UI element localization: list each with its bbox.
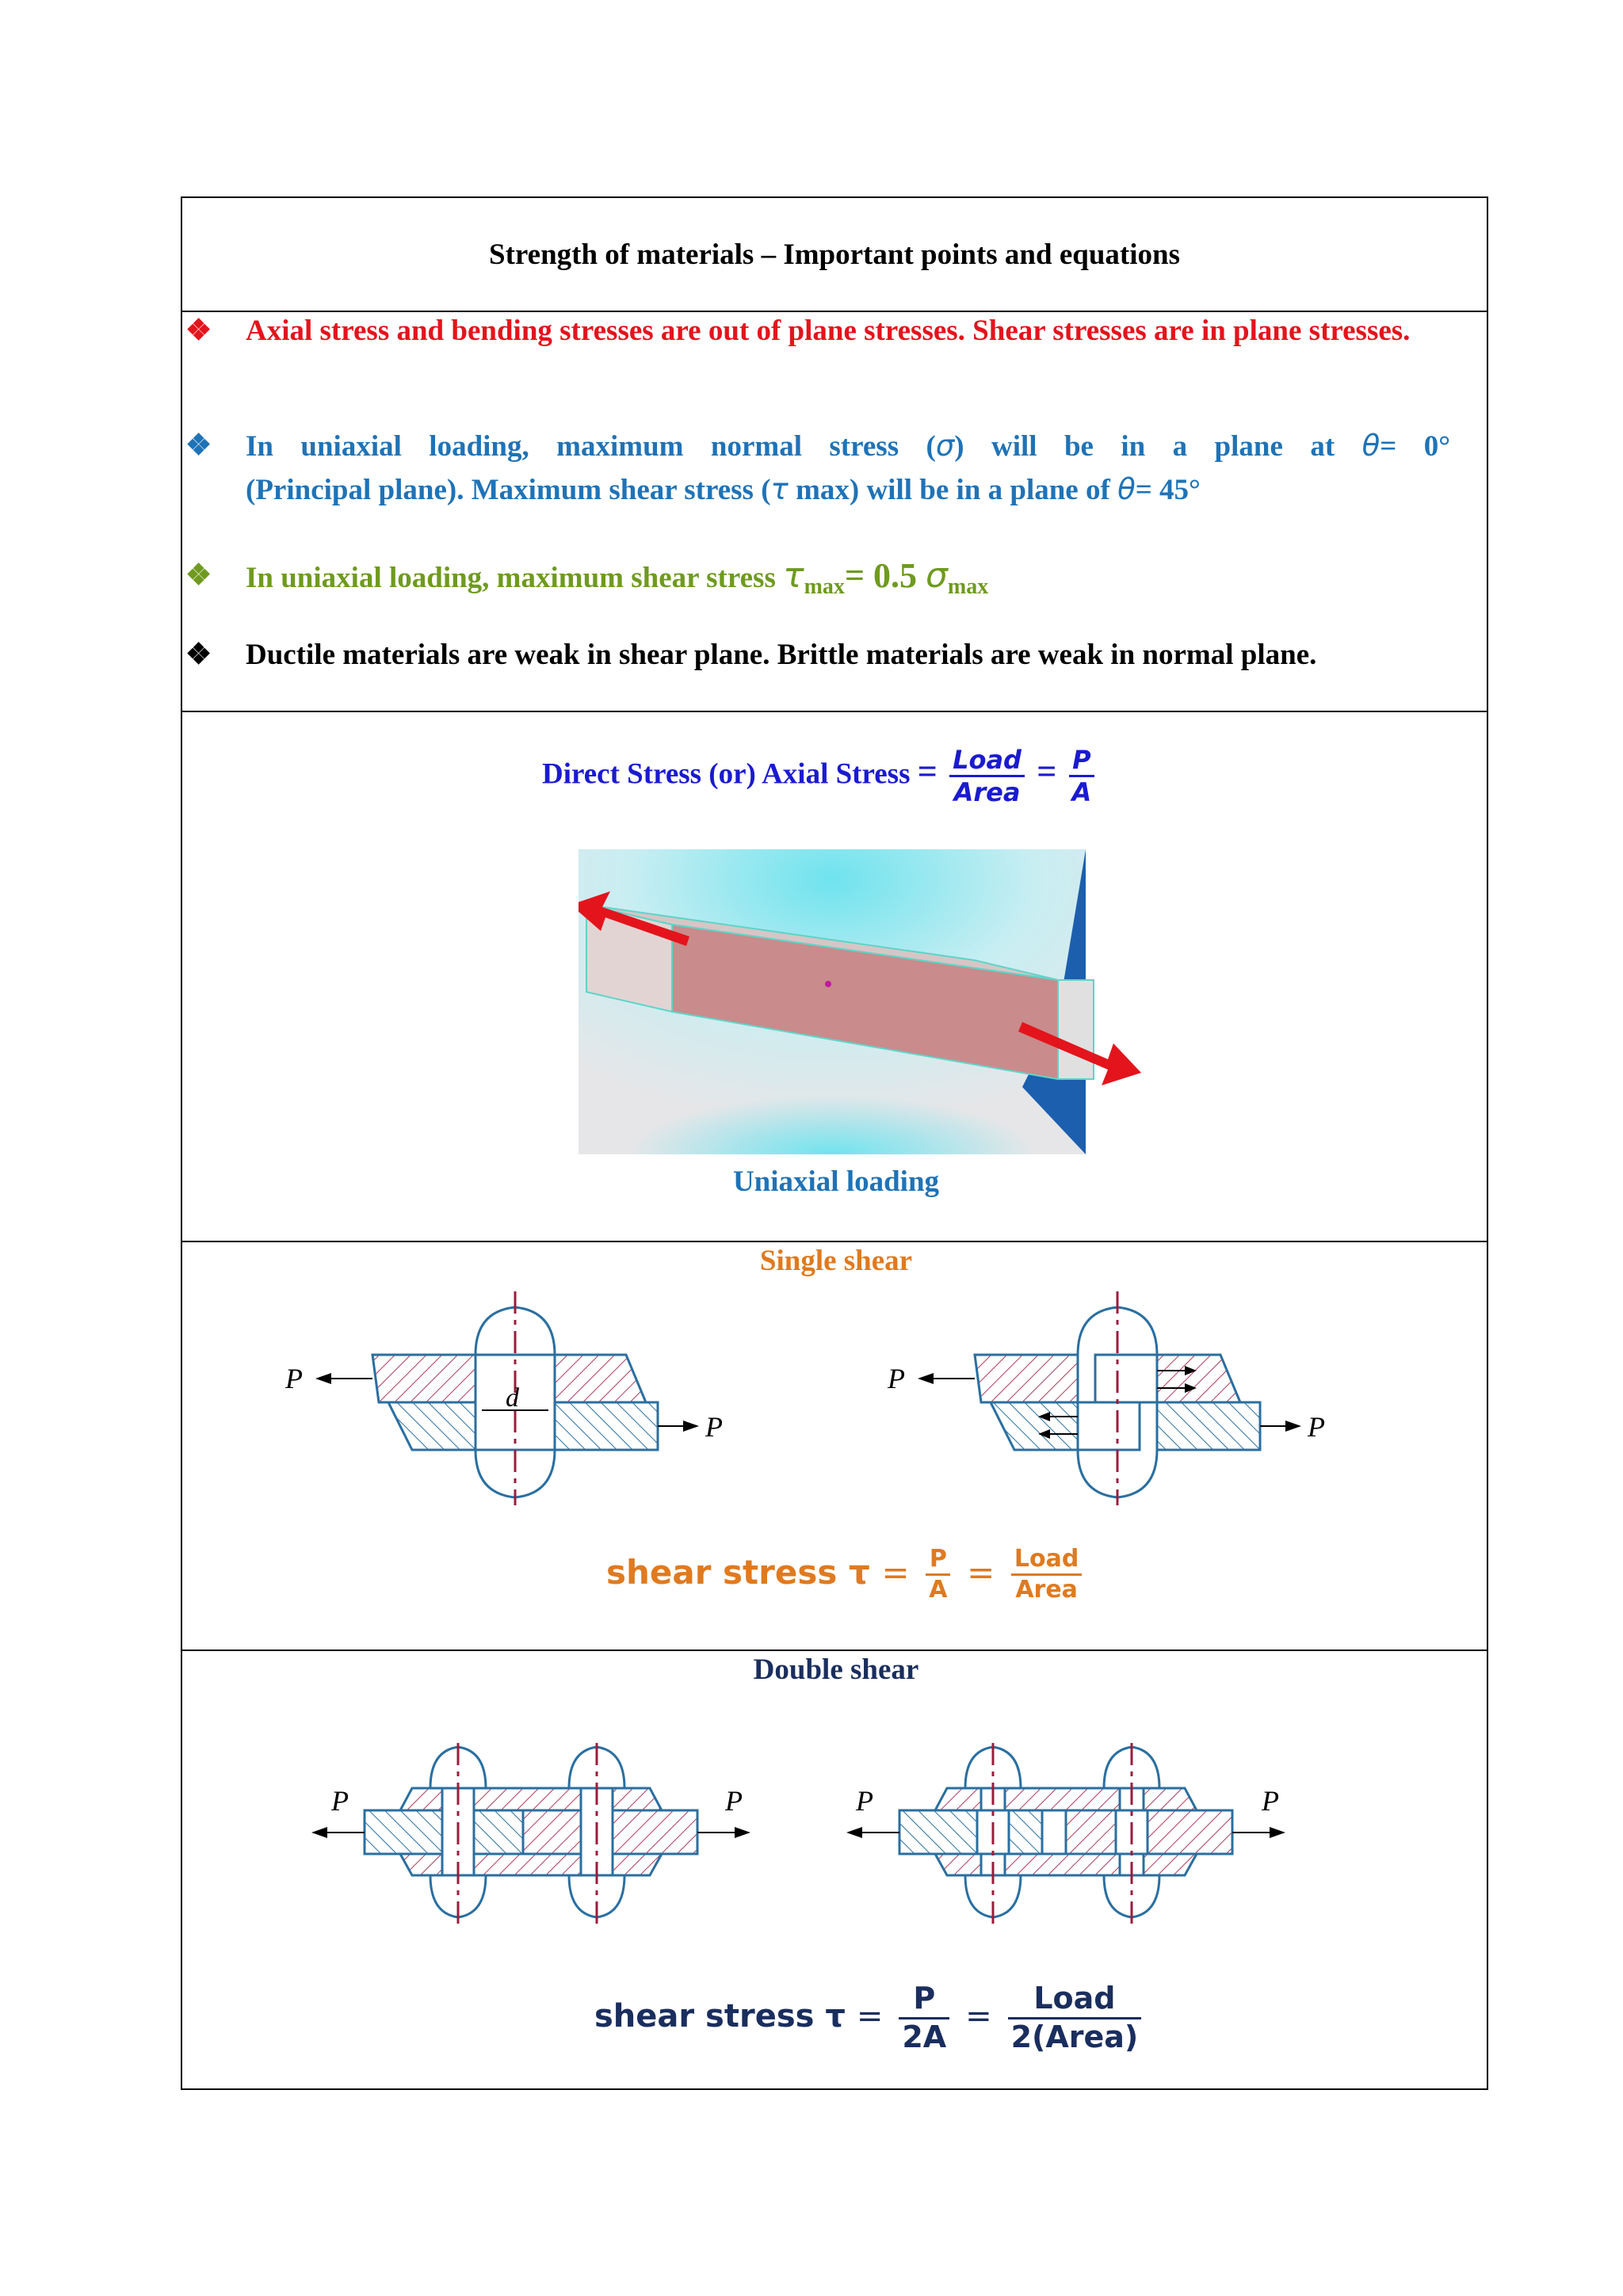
point-4: [185, 635, 1450, 674]
tau-symbol: τ: [783, 555, 804, 596]
equals-sign: =: [856, 1998, 884, 2035]
page-title: Strength of materials – Important points and equations: [489, 238, 1180, 271]
force-label-p: P: [888, 1363, 905, 1394]
point-2: [185, 425, 1450, 512]
point-2-text-e: max) will be in a plane of: [788, 474, 1118, 506]
divider: [182, 711, 1487, 712]
fraction-load-2area: [1008, 1981, 1142, 2055]
point-2-text-a: In uniaxial loading, maximum normal stress (: [246, 430, 936, 463]
subscript-max: max: [947, 574, 989, 599]
point-2-line-2: [246, 468, 1450, 512]
double-shear-right: [846, 1743, 1285, 1929]
fraction-load-area: [1011, 1545, 1082, 1604]
divider: [182, 1650, 1487, 1651]
divider: [182, 1241, 1487, 1242]
denominator: Area: [953, 777, 1021, 808]
double-shear-diagrams: [285, 1743, 1434, 1933]
sigma-symbol: σ: [926, 555, 948, 596]
center-point: [825, 981, 831, 987]
force-label-p: P: [1262, 1785, 1279, 1817]
single-shear-diagrams: [285, 1291, 1434, 1505]
point-2-text-f: = 45°: [1135, 474, 1201, 506]
force-label-p: P: [705, 1411, 723, 1443]
point-2-text-d: (Principal plane). Maximum shear stress (: [246, 474, 771, 506]
fraction-p-a: [926, 1545, 950, 1604]
numerator: Load: [1008, 1981, 1142, 2019]
numerator: P: [899, 1981, 949, 2019]
uniaxial-caption: Uniaxial loading: [732, 1165, 940, 1198]
single-shear-formula: [606, 1545, 1086, 1604]
double-shear-heading: Double shear: [753, 1653, 919, 1686]
fraction-p-a: [1069, 745, 1095, 808]
equals-sign: =: [967, 1553, 995, 1592]
equals-sign: =: [1037, 752, 1057, 791]
double-shear-formula: [594, 1981, 1146, 2055]
denominator: Area: [1015, 1576, 1078, 1604]
denominator: 2A: [902, 2019, 947, 2054]
bullet-icon: ❖: [185, 639, 212, 671]
uniaxial-loading-illustration: [579, 849, 1165, 1166]
point-2-text-c: = 0°: [1380, 430, 1450, 463]
bullet-icon: ❖: [185, 429, 212, 462]
numerator: P: [1069, 745, 1095, 777]
theta-symbol: θ: [1361, 429, 1381, 463]
subscript-max: max: [804, 574, 845, 599]
denominator: A: [929, 1576, 948, 1604]
force-label-p: P: [725, 1785, 743, 1817]
equals-sign: =: [881, 1553, 910, 1592]
point-3: [185, 555, 1450, 606]
bar-end-face: [1058, 980, 1094, 1079]
bullet-icon: ❖: [185, 559, 212, 592]
theta-symbol: θ: [1117, 472, 1136, 506]
shear-stress-label: shear stress τ: [594, 1998, 846, 2035]
denominator: 2(Area): [1010, 2019, 1139, 2054]
point-3-equation: = 0.5: [844, 556, 926, 595]
equals-sign: =: [917, 752, 938, 791]
force-label-p: P: [856, 1785, 873, 1817]
numerator: P: [926, 1545, 950, 1576]
single-shear-heading: Single shear: [759, 1245, 913, 1277]
sigma-symbol: σ: [935, 429, 955, 463]
direct-stress-formula: [542, 745, 1099, 808]
numerator: Load: [1011, 1545, 1082, 1576]
diameter-label-d: d: [506, 1383, 519, 1413]
single-shear-right: [918, 1291, 1301, 1505]
fraction-load-area: [949, 745, 1025, 808]
denominator: A: [1071, 777, 1092, 808]
equals-sign: =: [965, 1998, 992, 2035]
force-label-p: P: [1308, 1411, 1325, 1443]
point-4-text: Ductile materials are weak in shear plane. Brittle materials are weak in normal plane.: [246, 639, 1317, 671]
direct-stress-label: Direct Stress (or) Axial Stress: [542, 757, 911, 791]
force-label-p: P: [331, 1785, 349, 1817]
double-shear-left: [311, 1743, 750, 1929]
point-2-line-1: [246, 425, 1450, 468]
document-frame: [181, 196, 1488, 2090]
point-1-text: Axial stress and bending stresses are out of plane stresses. Shear stresses are in plane stresses.: [246, 315, 1411, 347]
shear-stress-label: shear stress τ: [606, 1553, 870, 1592]
point-1: [185, 311, 1450, 350]
point-3-text: In uniaxial loading, maximum shear stress: [246, 562, 784, 594]
numerator: Load: [949, 745, 1025, 777]
point-2-text-b: ) will be in a plane at: [954, 430, 1362, 463]
tau-symbol: τ: [770, 472, 789, 506]
fraction-p-2a: [899, 1981, 949, 2055]
bullet-icon: ❖: [185, 315, 212, 347]
force-label-p: P: [285, 1363, 303, 1394]
